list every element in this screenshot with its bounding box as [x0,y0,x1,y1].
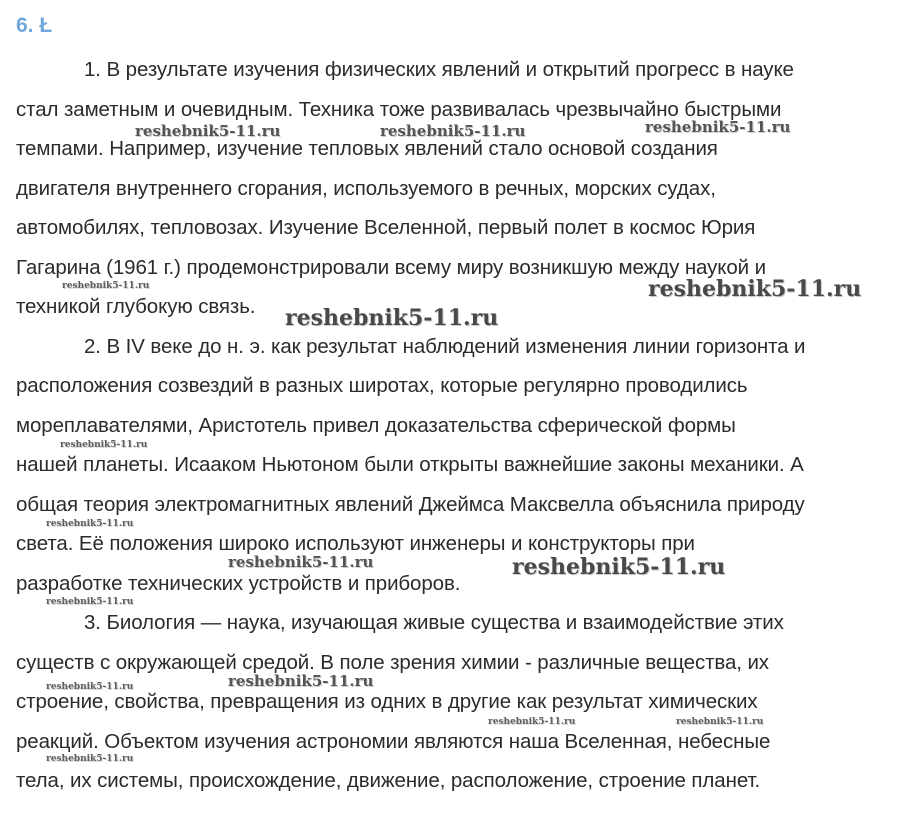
watermark-text: reshebnik5-11.ru [380,122,526,140]
text-line: тела, их системы, происхождение, движение, расположение, строение планет. [16,769,761,792]
text-line: стал заметным и очевидным. Техника тоже развивалась чрезвычайно быстрыми [16,97,782,121]
watermark-text: reshebnik5-11.ru [135,122,281,140]
text-line: света. Её положения широко используют инженеры и конструкторы при [16,532,695,555]
watermark-text: reshebnik5-11.ru [46,754,134,764]
text-line: двигателя внутреннего сгорания, используемого в речных, морских судах, [16,176,716,200]
text-line: расположения созвездий в разных широтах, которые регулярно проводились [16,374,748,397]
text-line: мореплавателями, Аристотель привел доказательства сферической формы [16,413,736,437]
watermark-text: reshebnik5-11.ru [645,118,791,136]
watermark-text: reshebnik5-11.ru [62,281,150,291]
text-line: 1. В результате изучения физических явлений и открытий прогресс в науке [84,58,794,81]
watermark-text: reshebnik5-11.ru [285,305,499,331]
watermark-text: reshebnik5-11.ru [46,597,134,607]
text-line: разработке технических устройств и приборов. [16,571,461,595]
watermark-text: reshebnik5-11.ru [648,276,862,302]
text-line: Гагарина (1961 г.) продемонстрировали всему миру возникшую между наукой и [16,255,766,279]
watermark-text: reshebnik5-11.ru [488,717,576,727]
text-line: темпами. Например, изучение тепловых явлений стало основой создания [16,137,718,160]
watermark-text: reshebnik5-11.ru [512,554,726,580]
text-line: 2. В IV веке до н. э. как результат наблюдений изменения линии горизонта и [84,334,806,358]
text-line: существ с окружающей средой. В поле зрения химии - различные вещества, их [16,650,769,674]
text-line: общая теория электромагнитных явлений Джеймса Максвелла объяснила природу [16,492,805,516]
watermark-text: reshebnik5-11.ru [60,440,148,450]
text-line: нашей планеты. Исааком Ньютоном были открыты важнейшие законы механики. А [16,453,804,476]
watermark-text: reshebnik5-11.ru [46,682,134,692]
answer-text [16,50,908,801]
text-line: 3. Биология — наука, изучающая живые существа и взаимодействие этих [84,611,784,634]
text-line: строение, свойства, превращения из одних в другие как результат химических [16,690,758,713]
watermark-text: reshebnik5-11.ru [228,553,374,571]
exercise-number: 6. Ł [16,14,53,37]
text-line: техникой глубокую связь. [16,295,256,318]
watermark-text: reshebnik5-11.ru [46,519,134,529]
watermark-text: reshebnik5-11.ru [676,717,764,727]
text-line: автомобилях, тепловозах. Изучение Вселенной, первый полет в космос Юрия [16,216,756,239]
text-line: реакций. Объектом изучения астрономии являются наша Вселенная, небесные [16,729,771,753]
watermark-text: reshebnik5-11.ru [228,672,374,690]
